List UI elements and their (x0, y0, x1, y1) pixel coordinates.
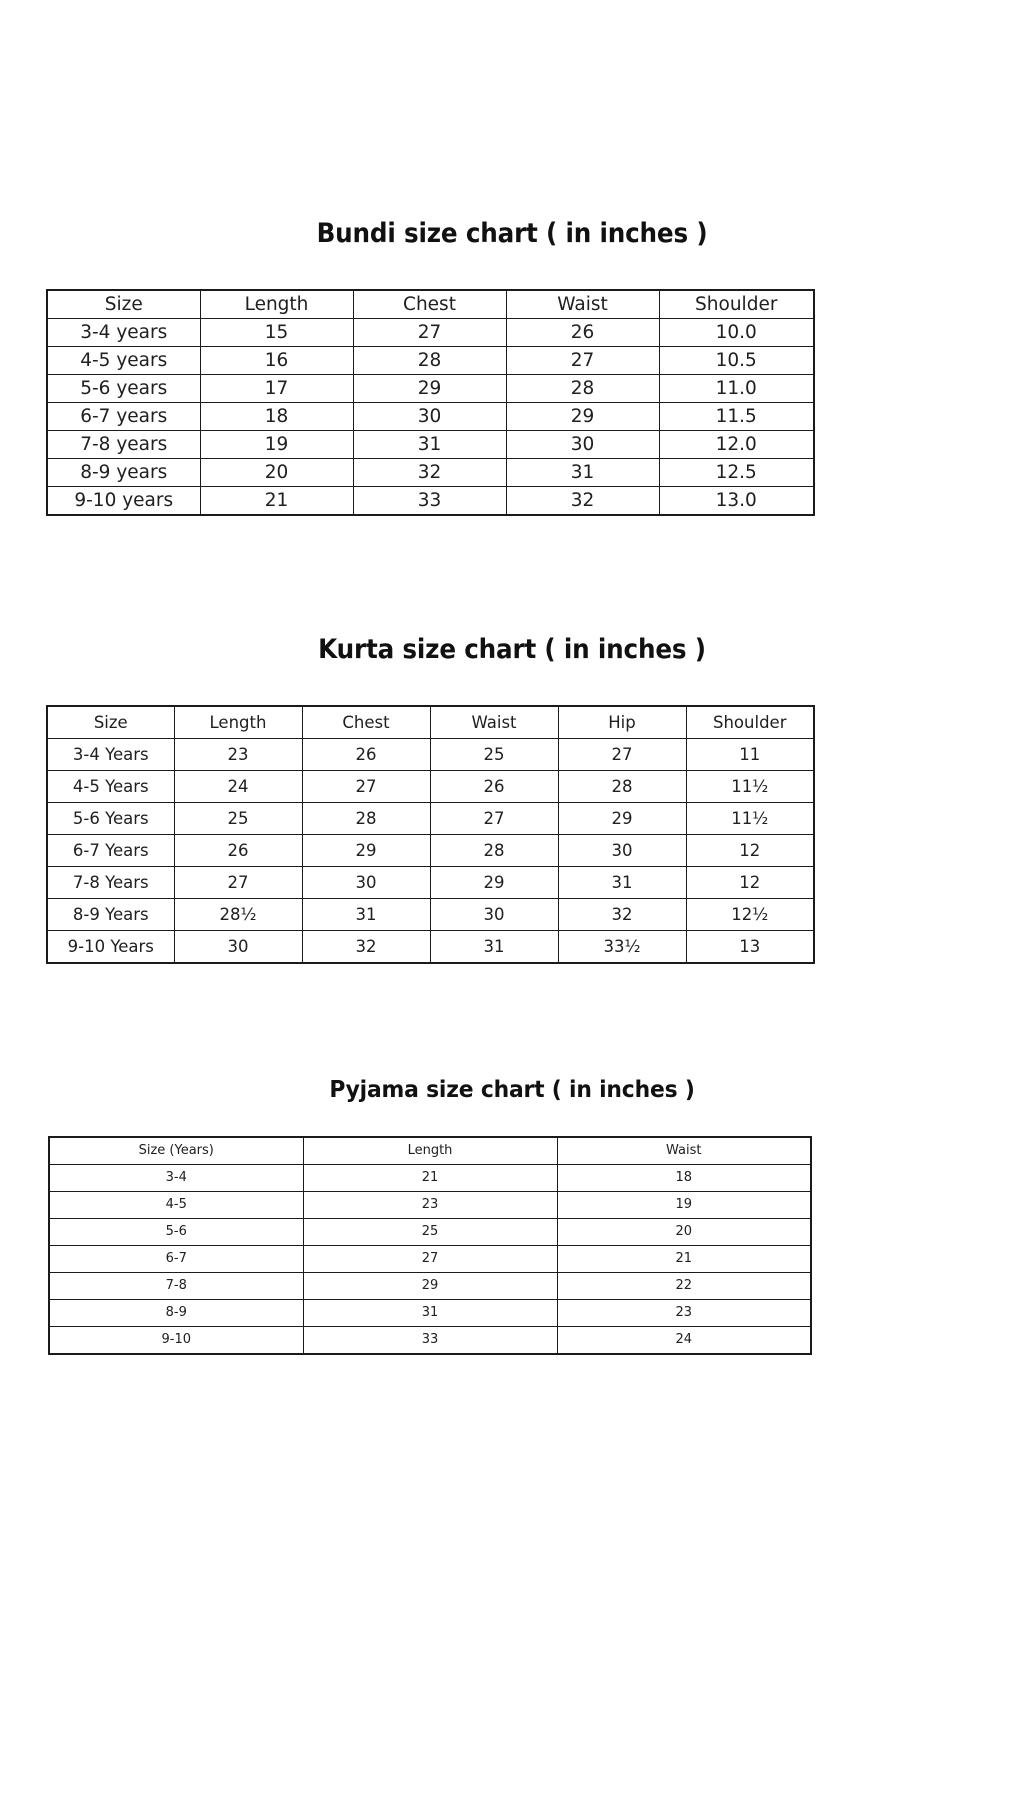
cell-length: 27 (303, 1245, 557, 1272)
column-header-waist: Waist (430, 706, 558, 739)
column-header-hip: Hip (558, 706, 686, 739)
cell-hip: 27 (558, 738, 686, 770)
table-row (47, 930, 814, 963)
kurta-size-chart-section (0, 612, 1024, 964)
bundi-size-table (46, 289, 815, 516)
cell-chest: 27 (353, 318, 506, 346)
cell-chest: 29 (353, 374, 506, 402)
cell-shoulder: 11.0 (659, 374, 814, 402)
cell-shoulder: 11 (686, 738, 814, 770)
cell-chest: 31 (302, 898, 430, 930)
cell-size: 6-7 Years (47, 834, 174, 866)
cell-waist: 26 (430, 770, 558, 802)
cell-length: 25 (303, 1218, 557, 1245)
cell-length: 27 (174, 866, 302, 898)
cell-hip: 31 (558, 866, 686, 898)
table-row (47, 346, 814, 374)
cell-length: 25 (174, 802, 302, 834)
cell-shoulder: 13 (686, 930, 814, 963)
cell-size: 7-8 years (47, 430, 200, 458)
cell-length: 17 (200, 374, 353, 402)
cell-length: 19 (200, 430, 353, 458)
cell-waist: 21 (557, 1245, 811, 1272)
cell-shoulder: 12 (686, 866, 814, 898)
cell-hip: 29 (558, 802, 686, 834)
cell-length: 21 (200, 486, 353, 515)
cell-shoulder: 12 (686, 834, 814, 866)
cell-waist: 20 (557, 1218, 811, 1245)
cell-size: 4-5 (49, 1191, 303, 1218)
cell-length: 21 (303, 1164, 557, 1191)
cell-size: 9-10 Years (47, 930, 174, 963)
cell-waist: 32 (506, 486, 659, 515)
cell-size: 4-5 Years (47, 770, 174, 802)
table-row (49, 1164, 811, 1191)
table-row (47, 430, 814, 458)
cell-size: 8-9 years (47, 458, 200, 486)
table-header-row (49, 1137, 811, 1165)
table-row (47, 738, 814, 770)
column-header-shoulder: Shoulder (686, 706, 814, 739)
cell-waist: 27 (430, 802, 558, 834)
table-row (47, 318, 814, 346)
cell-hip: 33½ (558, 930, 686, 963)
table-row (49, 1299, 811, 1326)
cell-size: 6-7 (49, 1245, 303, 1272)
column-header-length: Length (303, 1137, 557, 1165)
cell-length: 20 (200, 458, 353, 486)
cell-length: 29 (303, 1272, 557, 1299)
pyjama-size-chart-section (0, 1055, 1024, 1355)
cell-chest: 32 (353, 458, 506, 486)
column-header-length: Length (200, 290, 353, 319)
cell-length: 26 (174, 834, 302, 866)
bundi-size-chart-section (0, 196, 1024, 516)
table-row (47, 834, 814, 866)
cell-size: 8-9 (49, 1299, 303, 1326)
cell-chest: 32 (302, 930, 430, 963)
cell-chest: 26 (302, 738, 430, 770)
cell-size: 7-8 (49, 1272, 303, 1299)
column-header-waist: Waist (506, 290, 659, 319)
column-header-chest: Chest (353, 290, 506, 319)
cell-waist: 25 (430, 738, 558, 770)
cell-size: 9-10 (49, 1326, 303, 1354)
cell-waist: 28 (506, 374, 659, 402)
cell-shoulder: 13.0 (659, 486, 814, 515)
cell-size: 5-6 Years (47, 802, 174, 834)
cell-hip: 30 (558, 834, 686, 866)
cell-waist: 23 (557, 1299, 811, 1326)
table-row (47, 770, 814, 802)
cell-shoulder: 12.0 (659, 430, 814, 458)
cell-length: 30 (174, 930, 302, 963)
cell-waist: 28 (430, 834, 558, 866)
cell-shoulder: 11.5 (659, 402, 814, 430)
table-row (49, 1272, 811, 1299)
cell-size: 4-5 years (47, 346, 200, 374)
cell-waist: 18 (557, 1164, 811, 1191)
cell-waist: 31 (506, 458, 659, 486)
table-row (47, 802, 814, 834)
column-header-shoulder: Shoulder (659, 290, 814, 319)
cell-chest: 33 (353, 486, 506, 515)
cell-size: 5-6 (49, 1218, 303, 1245)
table-row (49, 1191, 811, 1218)
cell-length: 16 (200, 346, 353, 374)
cell-chest: 30 (302, 866, 430, 898)
table-header-row (47, 706, 814, 739)
cell-size: 9-10 years (47, 486, 200, 515)
cell-length: 24 (174, 770, 302, 802)
cell-length: 31 (303, 1299, 557, 1326)
cell-waist: 26 (506, 318, 659, 346)
cell-waist: 30 (430, 898, 558, 930)
column-header-waist: Waist (557, 1137, 811, 1165)
cell-shoulder: 10.0 (659, 318, 814, 346)
cell-length: 15 (200, 318, 353, 346)
cell-shoulder: 12.5 (659, 458, 814, 486)
cell-size: 3-4 (49, 1164, 303, 1191)
cell-shoulder: 10.5 (659, 346, 814, 374)
table-row (49, 1326, 811, 1354)
cell-size: 5-6 years (47, 374, 200, 402)
table-row (47, 458, 814, 486)
cell-hip: 28 (558, 770, 686, 802)
column-header-chest: Chest (302, 706, 430, 739)
cell-size: 3-4 years (47, 318, 200, 346)
bundi-chart-title: Bundi size chart ( in inches ) (316, 217, 708, 249)
cell-chest: 31 (353, 430, 506, 458)
table-row (47, 374, 814, 402)
pyjama-chart-title: Pyjama size chart ( in inches ) (329, 1074, 695, 1103)
cell-shoulder: 11½ (686, 802, 814, 834)
cell-shoulder: 12½ (686, 898, 814, 930)
cell-chest: 27 (302, 770, 430, 802)
table-row (47, 402, 814, 430)
column-header-length: Length (174, 706, 302, 739)
kurta-size-table (46, 705, 815, 964)
cell-chest: 28 (353, 346, 506, 374)
table-row (47, 898, 814, 930)
cell-size: 3-4 Years (47, 738, 174, 770)
cell-size: 6-7 years (47, 402, 200, 430)
cell-waist: 19 (557, 1191, 811, 1218)
cell-length: 23 (303, 1191, 557, 1218)
column-header-size: Size (Years) (49, 1137, 303, 1165)
table-row (49, 1218, 811, 1245)
cell-chest: 28 (302, 802, 430, 834)
column-header-size: Size (47, 706, 174, 739)
table-header-row (47, 290, 814, 319)
table-row (47, 866, 814, 898)
cell-waist: 27 (506, 346, 659, 374)
cell-chest: 29 (302, 834, 430, 866)
table-row (49, 1245, 811, 1272)
cell-hip: 32 (558, 898, 686, 930)
cell-waist: 29 (430, 866, 558, 898)
cell-chest: 30 (353, 402, 506, 430)
cell-length: 33 (303, 1326, 557, 1354)
cell-waist: 24 (557, 1326, 811, 1354)
cell-waist: 31 (430, 930, 558, 963)
cell-size: 7-8 Years (47, 866, 174, 898)
column-header-size: Size (47, 290, 200, 319)
pyjama-size-table (48, 1136, 812, 1355)
cell-length: 23 (174, 738, 302, 770)
cell-shoulder: 11½ (686, 770, 814, 802)
cell-waist: 22 (557, 1272, 811, 1299)
cell-waist: 30 (506, 430, 659, 458)
cell-length: 18 (200, 402, 353, 430)
cell-waist: 29 (506, 402, 659, 430)
cell-size: 8-9 Years (47, 898, 174, 930)
cell-length: 28½ (174, 898, 302, 930)
table-row (47, 486, 814, 515)
kurta-chart-title: Kurta size chart ( in inches ) (318, 633, 706, 665)
